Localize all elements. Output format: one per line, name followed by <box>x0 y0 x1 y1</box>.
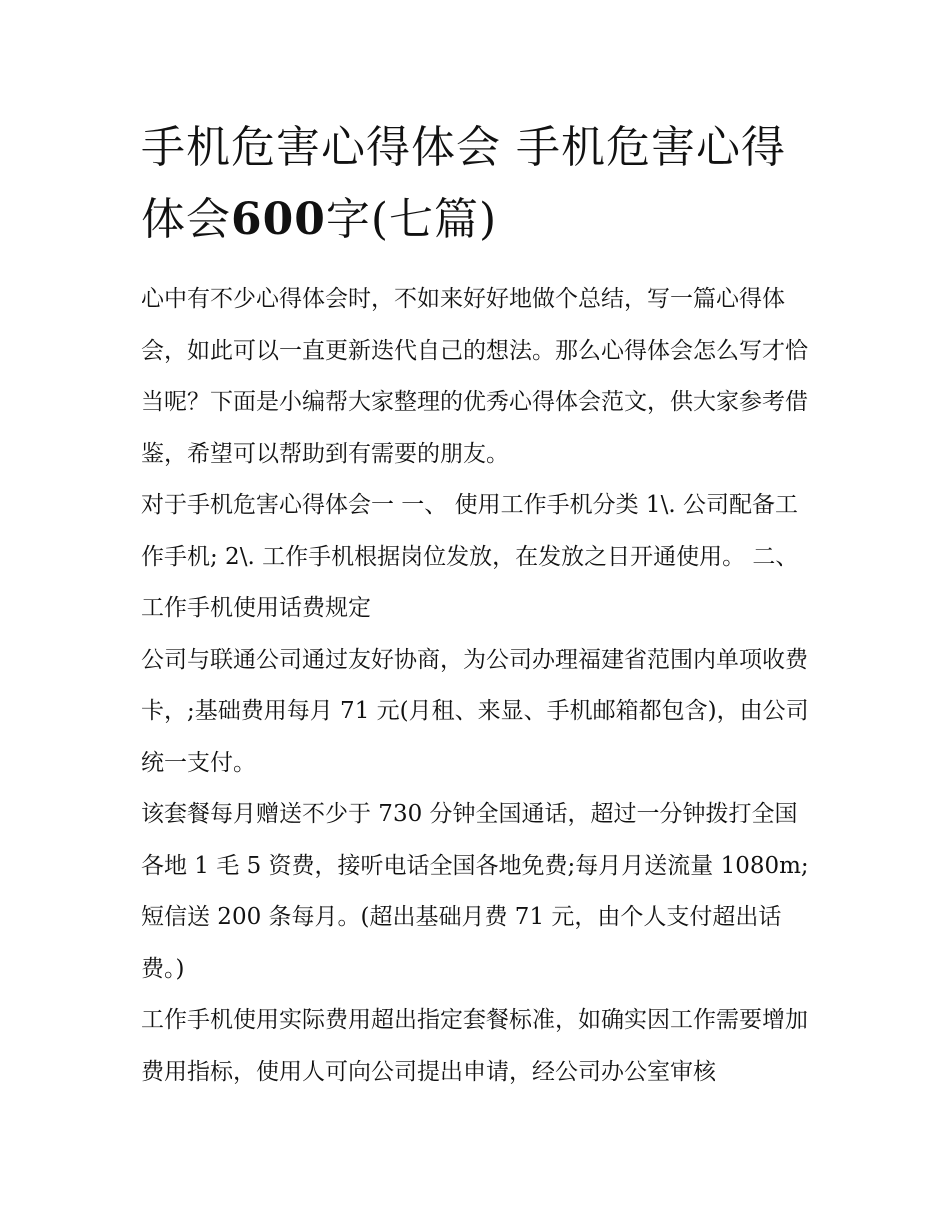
document-body <box>141 112 816 1098</box>
paragraph-intro: 心中有不少心得体会时，不如来好好地做个总结，写一篇心得体会，如此可以一直更新迭代自己的想法。那么心得体会怎么写才恰当呢？下面是小编帮大家整理的优秀心得体会范文，供大家参考借鉴，希望可以帮助到有需要的朋友。 <box>141 286 808 467</box>
title-number: 600 <box>231 194 326 245</box>
title-suffix: 字(七篇) <box>325 194 498 245</box>
paragraph-package-details: 该套餐每月赠送不少于 730 分钟全国通话，超过一分钟拨打全国各地 1 毛 5 资费，接听电话全国各地免费;每月月送流量 1080m;短信送 200 条每月。(超出基础月费 71 元，由个人支付超出话费。) <box>141 801 809 982</box>
paragraph-billing-card: 公司与联通公司通过友好协商，为公司办理福建省范围内单项收费卡，;基础费用每月 71 元(月租、来显、手机邮箱都包含)，由公司统一支付。 <box>141 646 809 776</box>
title-text: 手机危害心得体会 手机危害心得体会 <box>141 122 786 245</box>
document-title <box>141 112 816 256</box>
paragraph-phone-categories: 对于手机危害心得体会一 一、 使用工作手机分类 1\. 公司配备工作手机; 2\. 工作手机根据岗位发放，在发放之日开通使用。 二、工作手机使用话费规定 <box>141 492 799 621</box>
paragraph-excess-fees: 工作手机使用实际费用超出指定套餐标准，如确实因工作需要增加费用指标，使用人可向公司提出申请，经公司办公室审核 <box>141 1007 808 1085</box>
